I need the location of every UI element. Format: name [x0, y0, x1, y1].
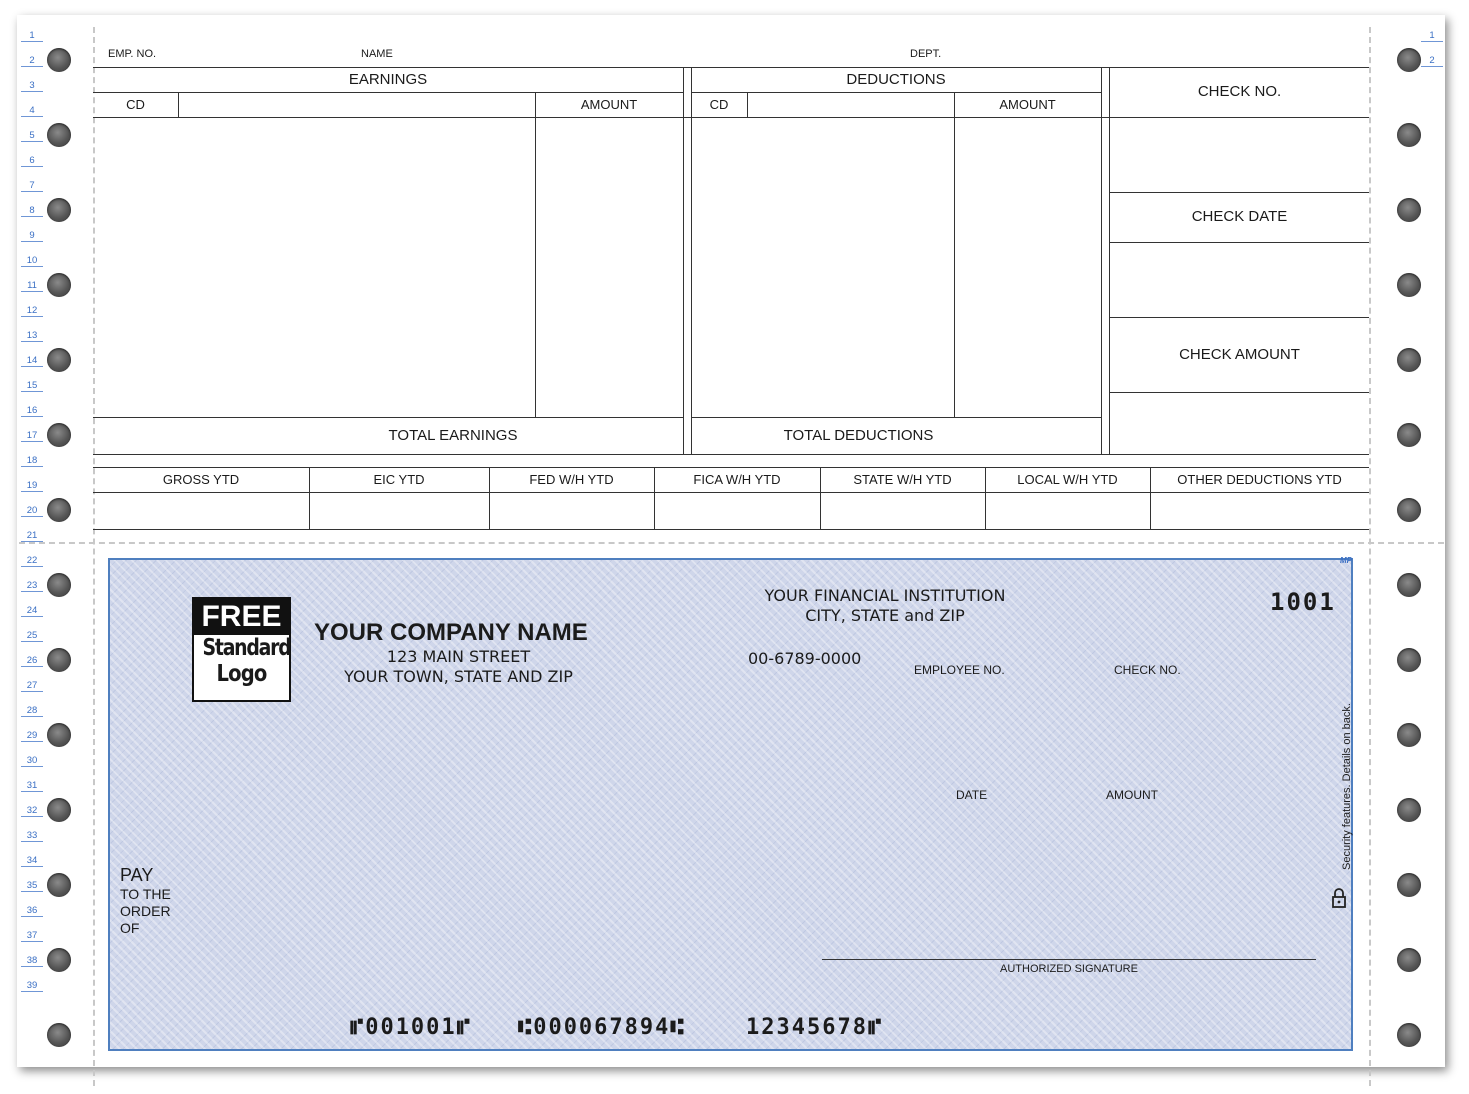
ytd-header-gross: GROSS YTD	[162, 472, 240, 487]
line-number: 6	[21, 155, 43, 167]
line-number: 4	[21, 105, 43, 117]
line-number: 8	[21, 205, 43, 217]
stub-rule	[93, 117, 1369, 118]
stub-rule	[178, 92, 179, 117]
line-number: 36	[21, 905, 43, 917]
stub-rule	[1110, 192, 1369, 193]
name-label: NAME	[361, 48, 393, 60]
line-number: 22	[21, 555, 43, 567]
stub-rule	[93, 92, 683, 93]
line-number: 9	[21, 230, 43, 242]
line-number: 18	[21, 455, 43, 467]
earnings-header: EARNINGS	[348, 71, 428, 88]
stub-rule	[683, 67, 684, 454]
mp-mark: MP	[1340, 556, 1352, 565]
right-line-number: 1	[1421, 30, 1443, 42]
tractor-hole	[1397, 648, 1421, 672]
earnings-cd-label: CD	[126, 97, 145, 112]
total-deductions-label: TOTAL DEDUCTIONS	[783, 427, 934, 444]
tractor-hole	[47, 48, 71, 72]
ytd-header-fica: FICA W/H YTD	[693, 472, 781, 487]
line-number: 16	[21, 405, 43, 417]
stub-rule	[93, 492, 1369, 493]
right-tear-line	[1369, 27, 1371, 1086]
logo-free-text: FREE	[194, 599, 289, 635]
line-number: 10	[21, 255, 43, 267]
deductions-header: DEDUCTIONS	[846, 71, 946, 88]
tractor-hole	[1397, 273, 1421, 297]
authorized-signature-label: AUTHORIZED SIGNATURE	[1000, 963, 1138, 975]
micr-account-number: 12345678⑈	[746, 1015, 884, 1040]
total-earnings-label: TOTAL EARNINGS	[388, 427, 518, 444]
tractor-hole	[47, 948, 71, 972]
line-number: 27	[21, 680, 43, 692]
micr-check-number: ⑈001001⑈	[350, 1015, 472, 1040]
ytd-header-eic: EIC YTD	[373, 472, 425, 487]
horizontal-perforation	[19, 542, 1444, 544]
ytd-header-fed: FED W/H YTD	[529, 472, 614, 487]
bank-city: CITY, STATE and ZIP	[805, 606, 965, 625]
tractor-hole	[1397, 123, 1421, 147]
deductions-cd-label: CD	[709, 97, 729, 112]
line-number: 23	[21, 580, 43, 592]
stub-rule	[691, 67, 692, 454]
tractor-hole	[47, 573, 71, 597]
padlock-icon	[1332, 888, 1346, 913]
company-name: YOUR COMPANY NAME	[314, 619, 588, 646]
stub-rule	[1110, 317, 1369, 318]
tractor-hole	[1397, 198, 1421, 222]
line-number: 11	[21, 280, 43, 292]
earnings-amount-label: AMOUNT	[580, 97, 638, 112]
company-logo	[192, 597, 291, 702]
bank-name: YOUR FINANCIAL INSTITUTION	[764, 586, 1006, 605]
line-number: 32	[21, 805, 43, 817]
order-label: ORDER	[120, 903, 171, 919]
tractor-hole	[47, 423, 71, 447]
signature-line[interactable]	[822, 959, 1316, 960]
pay-label: PAY	[120, 865, 154, 885]
tractor-hole	[47, 123, 71, 147]
tractor-hole	[47, 348, 71, 372]
tractor-hole	[47, 198, 71, 222]
line-number: 26	[21, 655, 43, 667]
deductions-amount-label: AMOUNT	[999, 97, 1056, 112]
emp-no-label: EMP. NO.	[108, 48, 157, 60]
tractor-hole	[47, 273, 71, 297]
line-number: 33	[21, 830, 43, 842]
line-number: 15	[21, 380, 43, 392]
stub-rule	[1110, 242, 1369, 243]
line-number: 34	[21, 855, 43, 867]
company-city: YOUR TOWN, STATE AND ZIP	[344, 667, 573, 686]
check-no-label-check: CHECK NO.	[1114, 663, 1181, 677]
line-number: 7	[21, 180, 43, 192]
line-number: 21	[21, 530, 43, 542]
stub-rule	[691, 92, 1101, 93]
fraction-number: 00-6789-0000	[748, 649, 862, 668]
stub-rule	[747, 92, 748, 117]
line-number: 35	[21, 880, 43, 892]
check-no-label: CHECK NO.	[1197, 83, 1282, 100]
tractor-hole	[47, 648, 71, 672]
check-number: 1001	[1270, 588, 1336, 616]
stub-rule	[93, 67, 1369, 68]
line-number: 3	[21, 80, 43, 92]
tractor-hole	[47, 1023, 71, 1047]
stub-rule	[1109, 67, 1110, 454]
line-number: 1	[21, 30, 43, 42]
line-number: 38	[21, 955, 43, 967]
tractor-hole	[1397, 1023, 1421, 1047]
line-number: 25	[21, 630, 43, 642]
dept-label: DEPT.	[910, 48, 942, 60]
stub-rule	[691, 417, 1101, 418]
tractor-hole	[47, 798, 71, 822]
tractor-hole	[1397, 873, 1421, 897]
stub-rule	[93, 454, 1369, 455]
check-amount-label: CHECK AMOUNT	[1179, 346, 1300, 363]
tractor-hole	[1397, 48, 1421, 72]
line-number: 17	[21, 430, 43, 442]
line-number: 2	[21, 55, 43, 67]
line-number: 14	[21, 355, 43, 367]
stub-rule	[93, 467, 1369, 468]
stub-rule	[1101, 67, 1102, 454]
line-number: 39	[21, 980, 43, 992]
right-line-number: 2	[1421, 55, 1443, 67]
line-number: 19	[21, 480, 43, 492]
line-number: 31	[21, 780, 43, 792]
to-the-label: TO THE	[120, 886, 171, 902]
ytd-header-other: OTHER DEDUCTIONS YTD	[1177, 472, 1342, 487]
security-features-note: Security features. Details on back.	[1341, 703, 1353, 870]
line-number: 13	[21, 330, 43, 342]
line-number: 12	[21, 305, 43, 317]
logo-standard-text: Standard	[202, 635, 291, 661]
logo-logo-text: Logo	[216, 661, 267, 687]
check-body	[108, 558, 1353, 1051]
stub-rule	[93, 529, 1369, 530]
line-number: 30	[21, 755, 43, 767]
stub-rule	[93, 417, 683, 418]
tractor-hole	[1397, 798, 1421, 822]
tractor-hole	[1397, 948, 1421, 972]
line-number: 37	[21, 930, 43, 942]
stub-rule	[954, 92, 955, 417]
amount-label: AMOUNT	[1106, 788, 1158, 802]
tractor-hole	[47, 723, 71, 747]
tractor-hole	[1397, 573, 1421, 597]
ytd-header-local: LOCAL W/H YTD	[1017, 472, 1118, 487]
company-street: 123 MAIN STREET	[386, 647, 531, 666]
line-number: 20	[21, 505, 43, 517]
left-tear-line	[93, 27, 95, 1086]
tractor-hole	[1397, 723, 1421, 747]
employee-no-label: EMPLOYEE NO.	[914, 663, 1005, 677]
tractor-hole	[47, 873, 71, 897]
tractor-hole	[1397, 423, 1421, 447]
line-number: 28	[21, 705, 43, 717]
ytd-header-state: STATE W/H YTD	[853, 472, 952, 487]
line-number: 24	[21, 605, 43, 617]
of-label: OF	[120, 920, 140, 936]
tractor-hole	[1397, 498, 1421, 522]
micr-routing-number: ⑆000067894⑆	[518, 1015, 686, 1040]
stub-rule	[535, 92, 536, 417]
line-number: 5	[21, 130, 43, 142]
line-number: 29	[21, 730, 43, 742]
tractor-hole	[1397, 348, 1421, 372]
date-label: DATE	[956, 788, 988, 802]
stub-rule	[1110, 392, 1369, 393]
tractor-hole	[47, 498, 71, 522]
check-date-label: CHECK DATE	[1191, 208, 1288, 225]
